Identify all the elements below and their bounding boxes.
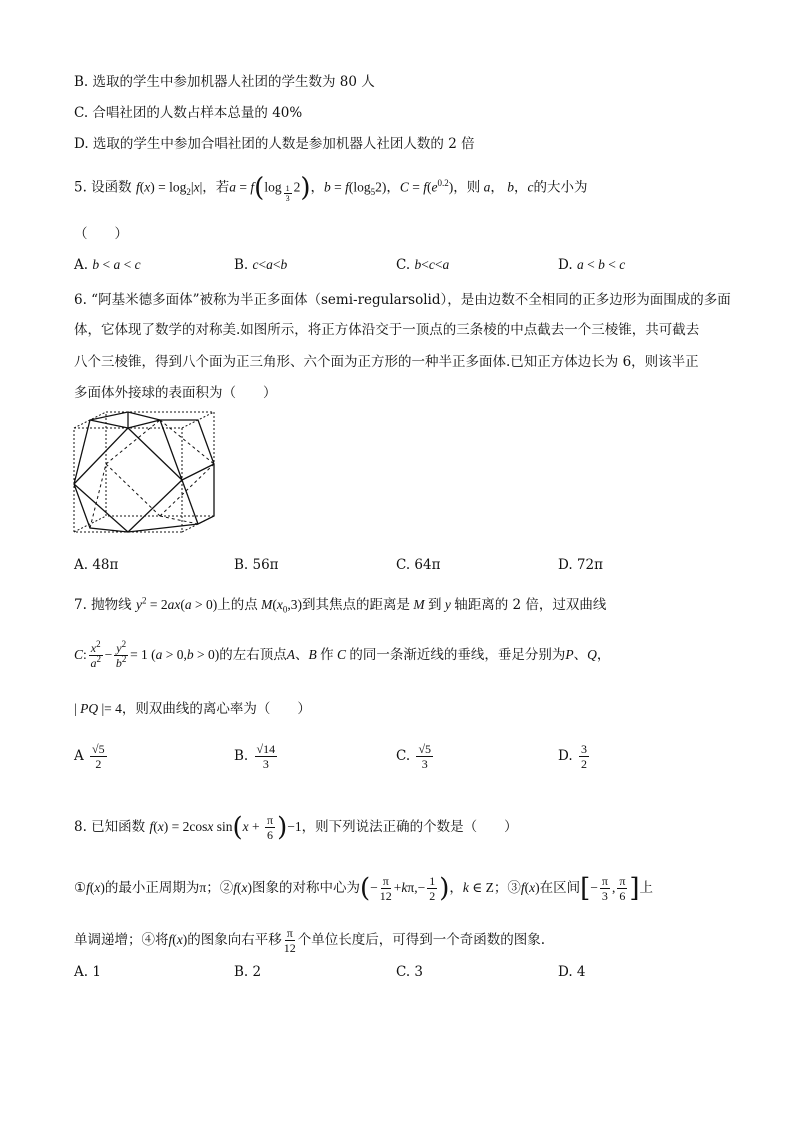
q4-option-c: C. 合唱社团的人数占样本总量的 40% (74, 105, 303, 121)
polyhedron-figure (70, 408, 220, 536)
q6-option-c: C. 64π (396, 557, 441, 573)
q8-option-a: A. 1 (74, 964, 101, 980)
q5-paren: （ ） (74, 226, 128, 242)
q5-option-d: D. a < b < c (558, 257, 626, 273)
q7-option-d: D. $\frac{3}{2}$ (558, 742, 587, 771)
q5-option-b: B. c<a<b (234, 257, 288, 273)
q5-option-a: A. b < a < c (74, 257, 141, 273)
q7-stem-line1: 7. 抛物线 $y^2 = 2ax(a > 0)$上的点 $M(x_0,3)$到其焦点的距离是 M 到 y 轴距离的 2 倍，过双曲线 (74, 595, 607, 615)
q6-line4: 多面体外接球的表面积为（ ） (74, 385, 277, 401)
q5-option-c: C. b<c<a (396, 257, 450, 273)
q8-option-b: B. 2 (234, 964, 262, 980)
q7-option-c: C. $\frac{√5}{3}$ (396, 742, 432, 771)
q4-option-b: B. 选取的学生中参加机器人社团的学生数为 80 人 (74, 74, 375, 90)
q6-option-d: D. 72π (558, 557, 603, 573)
q6-option-b: B. 56π (234, 557, 279, 573)
q8-statements-line1: ①f(x)的最小正周期为π；②f(x)图象的对称中心为(− $\frac{\pi}{12}$ +kπ,− $\frac{1}{2}$ )，k ∈ Z；③f(x)在区间[− $\frac{\pi}{3}$ , $\frac{\pi}{6}$ ]上 (74, 873, 654, 904)
q7-stem-line3: | PQ |= 4，则双曲线的离心率为（ ） (74, 701, 311, 717)
q7-option-b: B. $\frac{√14}{3}$ (234, 742, 276, 771)
q6-line1: 6. “阿基米德多面体”被称为半正多面体（semi-regularsolid），是由边数不全相同的正多边形为面围成的多面 (74, 292, 731, 308)
q8-option-d: D. 4 (558, 964, 586, 980)
q7-option-a: A $\frac{√5}{2}$ (74, 742, 105, 771)
q6-line3: 八个三棱锥，得到八个面为正三角形、六个面为正方形的一种半正多面体.已知正方体边长为 6，则该半正 (74, 354, 699, 370)
q8-option-c: C. 3 (396, 964, 424, 980)
q7-stem-line2: C: $\frac{x^2}{a^2}$ − $\frac{y^2}{b^2}$ = 1 (a > 0,b > 0)的左右顶点A、B 作 C 的同一条渐近线的垂线，垂足分别为P、Q， (74, 639, 611, 670)
q6-line2: 体，它体现了数学的对称美.如图所示，将正方体沿交于一顶点的三条棱的中点截去一个三棱锥，共可截去 (74, 322, 700, 338)
q8-statements-line2: 单调递增；④将f(x)的图象向右平移 $\frac{\pi}{12}$ 个单位长度后，可得到一个奇函数的图象. (74, 926, 546, 955)
q4-option-d: D. 选取的学生中参加合唱社团的人数是参加机器人社团人数的 2 倍 (74, 136, 475, 152)
q6-option-a: A. 48π (74, 557, 119, 573)
q5-stem: 5. 设函数 $f(x) = \log_2|x|$，若a = f(log $_{\frac{1}{3}}$ 2)，$b = f(\log_52)$，$C = f(e^{0.2})$，则 a， b，c的大小为 (74, 173, 588, 203)
q8-stem: 8. 已知函数 f(x) = 2cosx sin(x + $\frac{\pi}{6}$ )−1，则下列说法正确的个数是（ ） (74, 812, 518, 843)
